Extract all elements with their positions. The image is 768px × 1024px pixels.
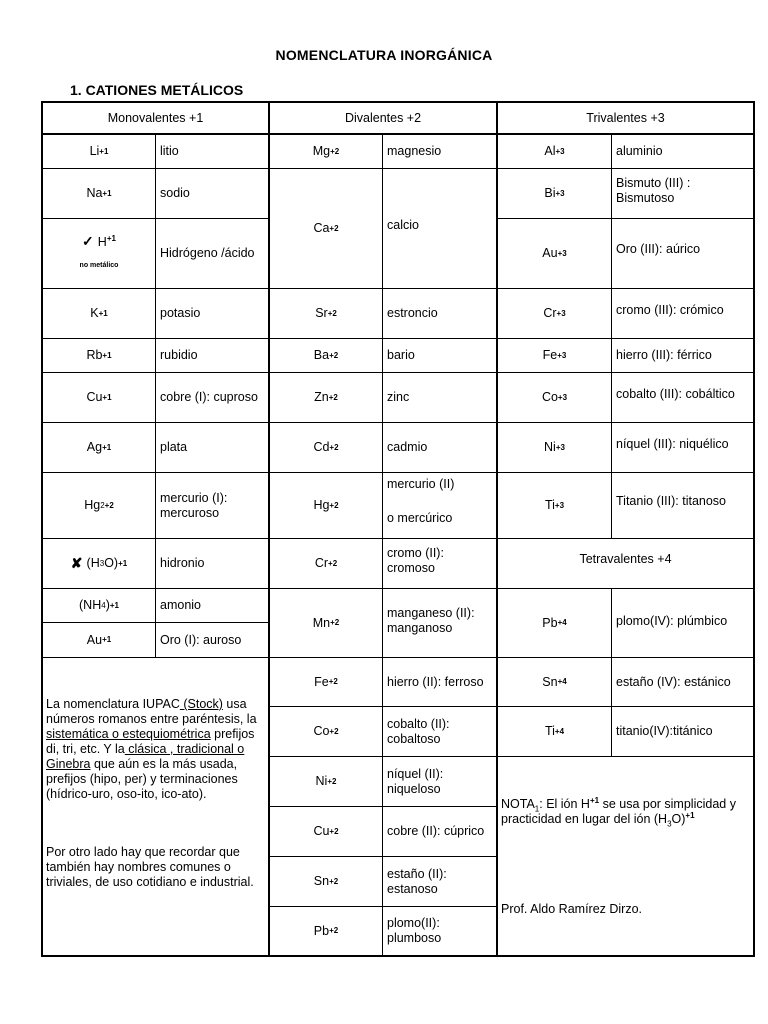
mono-symbol-ag: Ag +1: [86, 440, 112, 454]
di-name-mg: magnesio: [387, 144, 442, 158]
tri-symbol-al: Al +3: [544, 144, 565, 158]
nota-h-ion: $NOTA_1$: El ión $H^{+1}$ se usa por simplicidad y practicidad en lugar del ión $(H_3O)^{+1}$: [501, 795, 736, 829]
di-name-fe: hierro (II): ferroso: [387, 674, 484, 689]
header-divalentes: Divalentes +2: [344, 110, 422, 125]
header-trivalentes: Trivalentes +3: [586, 110, 665, 125]
mono-name-h3o: hidronio: [160, 556, 205, 570]
common-names-note: Por otro lado hay que recordar que también hay nombres comunes o triviales, de uso cotidiano e industrial.: [46, 845, 254, 889]
di-name-cu: cobre (II): cúprico: [387, 824, 485, 838]
table-border-right: [753, 101, 755, 957]
di-symbol-hg: Hg +2: [313, 498, 339, 512]
di-symbol-zn: Zn +2: [314, 390, 338, 404]
check-icon: ✓: [82, 233, 94, 249]
mono-name-cu: cobre (I): cuproso: [160, 390, 258, 404]
di-name-ba: bario: [387, 348, 415, 362]
mono-name-li: litio: [160, 144, 179, 158]
mono-symbol-cu: Cu +1: [86, 390, 112, 404]
mono-symbol-k: K +1: [90, 306, 108, 320]
mono-name-hg2: mercurio (I): mercuroso: [160, 490, 228, 520]
di-symbol-mg: Mg +2: [312, 144, 340, 158]
di-symbol-mn: Mn +2: [312, 615, 340, 630]
mono-symbol-h3o: ✘ (H 3 O) +1: [70, 555, 128, 571]
di-name-cd: cadmio: [387, 440, 428, 454]
di-symbol-ca: Ca +2: [313, 221, 339, 235]
cross-icon: ✘: [70, 555, 83, 571]
mono-symbol-nh4: (NH 4 ) +1: [79, 598, 119, 612]
di-symbol-cr: Cr +2: [314, 556, 338, 570]
tri-name-cr: cromo (III): crómico: [616, 302, 724, 317]
tri-symbol-ni: Ni +3: [544, 440, 565, 454]
di-name-mn: manganeso (II): manganoso: [387, 606, 475, 635]
mono-name-rb: rubidio: [160, 348, 198, 362]
di-symbol-ba: Ba +2: [313, 348, 339, 362]
tetra-name-sn: estaño (IV): estánico: [616, 674, 731, 689]
tri-name-ti: Titanio (III): titanoso: [616, 493, 726, 508]
tri-name-bi: Bismuto (III) : Bismutoso: [616, 176, 691, 205]
mono-name-na: sodio: [160, 186, 190, 200]
section-heading: 1. CATIONES METÁLICOS: [70, 82, 244, 98]
mono-name-au: Oro (I): auroso: [160, 632, 242, 647]
author-credit: Prof. Aldo Ramírez Dirzo.: [501, 902, 643, 916]
di-name-zn: zinc: [387, 390, 410, 404]
di-name-cr: cromo (II): cromoso: [387, 546, 444, 575]
mono-symbol-h: ✓ $H^{+1}$ no metálico: [43, 219, 155, 288]
table-border-bottom: [41, 955, 755, 957]
mono-symbol-au: Au +1: [86, 632, 112, 647]
mono-symbol-hg2: Hg 2 +2: [84, 498, 114, 512]
row-divider: [42, 657, 268, 658]
tri-name-al: aluminio: [616, 144, 663, 158]
di-name-sr: estroncio: [387, 306, 438, 320]
mono-name-h: Hidrógeno /ácido: [160, 246, 255, 260]
mono-name-ag: plata: [160, 440, 188, 454]
row-divider: [497, 756, 754, 757]
mono-name-k: potasio: [160, 306, 201, 320]
di-name-ca: calcio: [387, 218, 419, 232]
mono-symbol-na: Na +1: [86, 186, 112, 200]
header-monovalentes: Monovalentes +1: [107, 110, 204, 125]
tri-symbol-co: Co +3: [541, 390, 568, 404]
mono-symbol-li: Li +1: [89, 144, 109, 158]
tri-symbol-bi: Bi +3: [544, 186, 565, 200]
di-symbol-sr: Sr +2: [315, 306, 337, 320]
di-symbol-cu: Cu +2: [313, 824, 339, 838]
tetra-name-ti: titanio(IV):titánico: [616, 724, 713, 738]
di-symbol-cd: Cd +2: [313, 440, 339, 454]
tri-name-au: Oro (III): aúrico: [616, 242, 701, 256]
di-symbol-pb: Pb +2: [313, 923, 339, 938]
di-symbol-co: Co +2: [313, 724, 339, 738]
tetra-symbol-ti: Ti +4: [544, 724, 565, 738]
tri-symbol-ti: Ti +3: [544, 498, 565, 512]
tri-name-fe: hierro (III): férrico: [616, 348, 712, 362]
tri-name-co: cobalto (III): cobáltico: [616, 386, 735, 401]
di-name-pb: plomo(II): plumboso: [387, 916, 442, 945]
tetra-symbol-pb: Pb +4: [542, 615, 567, 630]
tri-symbol-fe: Fe +3: [542, 348, 567, 362]
di-symbol-fe: Fe +2: [314, 674, 338, 689]
header-tetravalentes: Tetravalentes +4: [579, 551, 672, 566]
tri-name-ni: níquel (III): niquélico: [616, 436, 729, 451]
page-title: NOMENCLATURA INORGÁNICA: [275, 47, 493, 63]
di-symbol-sn: Sn +2: [313, 874, 339, 888]
di-name-hg-line2: o mercúrico: [387, 510, 453, 525]
non-metal-note: no metálico: [79, 262, 119, 269]
di-symbol-ni: Ni +2: [315, 774, 337, 788]
mono-symbol-rb: Rb +1: [86, 348, 112, 362]
iupac-note: La nomenclatura IUPAC (Stock) usa números romanos entre paréntesis, la sistemática o estequiométrica prefijos di, tri, etc. Y la clásica , tradicional o Ginebra que aún es la más usada, prefijos (hipo, per) y terminaciones (hídrico-uro, oso-ito, ico-ato).: [46, 697, 257, 801]
tri-symbol-au: Au +3: [542, 246, 567, 260]
di-name-sn: estaño (II): estanoso: [387, 866, 447, 896]
mono-name-nh4: amonio: [160, 598, 201, 612]
tri-symbol-cr: Cr +3: [543, 306, 566, 320]
di-name-co: cobalto (II): cobaltoso: [387, 716, 450, 746]
tetra-symbol-sn: Sn +4: [542, 674, 567, 689]
di-name-ni: níquel (II): niqueloso: [387, 766, 444, 796]
di-name-hg-line1: mercurio (II): [387, 476, 455, 491]
tetra-name-pb: plomo(IV): plúmbico: [616, 613, 728, 628]
